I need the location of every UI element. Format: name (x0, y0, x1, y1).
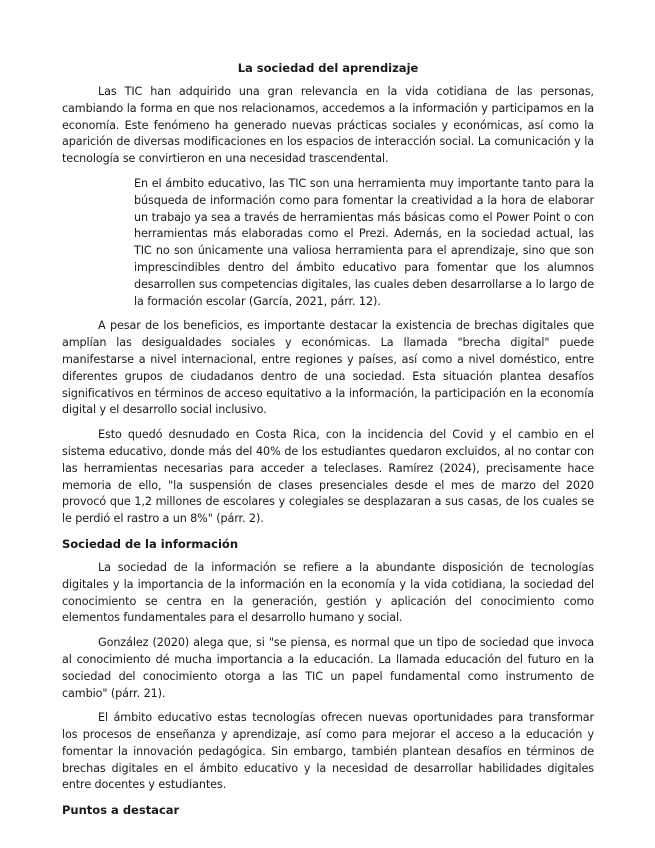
page-title: La sociedad del aprendizaje (237, 61, 419, 75)
paragraph-digital-divide: A pesar de los beneficios, es importante destacar la existencia de brechas digitales que amplían las desigualdades sociales y económicas. La llamada "brecha digital" puede manifestarse a nivel internacional, entre regiones y países, así como a nivel doméstico, entre diferentes grupos de ciudadanos dentro de una sociedad. Esta situación plantea desafíos significativos en términos de acceso equitativo a la información, la participación en la economía digital y el desarrollo social inclusivo. (62, 319, 594, 417)
paragraph-intro: Las TIC han adquirido una gran relevancia en la vida cotidiana de las personas, cambiando la forma en que nos relacionamos, accedemos a la información y participamos en la economía. Este fenómeno ha generado nuevas prácticas sociales y económicas, así como la aparición de diversas modificaciones en los espacios de interacción social. La comunicación y la tecnología se convirtieron en una necesidad trascendental. (62, 85, 594, 166)
section-heading-key-points: Puntos a destacar (62, 803, 180, 818)
paragraph-gonzalez: González (2020) alega que, si "se piensa, es normal que un tipo de sociedad que invoca al conocimiento dé mucha importancia a la educación. La llamada educación del futuro en la sociedad del conocimiento otorga a las TIC un papel fundamental como instrumento de cambio" (párr. 21). (62, 636, 594, 700)
paragraph-educational-scope: El ámbito educativo estas tecnologías ofrecen nuevas oportunidades para transformar los procesos de enseñanza y aprendizaje, así como para mejorar el acceso a la educación y fomentar la innovación pedagógica. Sin embargo, también plantean desafíos en términos de brechas digitales en el ámbito educativo y la necesidad de desarrollar habilidades digitales entre docentes y estudiantes. (62, 711, 594, 792)
block-quote: En el ámbito educativo, las TIC son una herramienta muy importante tanto para la búsqueda de información como para fomentar la creatividad a la hora de elaborar un trabajo ya sea a través de herramientas más básicas como el Power Point o con herramientas más elaboradas como el Prezi. Además, en la sociedad actual, las TIC no son únicamente una valiosa herramienta para el aprendizaje, sino que son imprescindibles dentro del ámbito educativo para fomentar que los alumnos desarrollen sus competencias digitales, las cuales deben desarrollarse a lo largo de la formación escolar (García, 2021, párr. 12). (134, 176, 594, 308)
section-heading-information-society: Sociedad de la información (62, 536, 239, 551)
paragraph-information-society: La sociedad de la información se refiere a la abundante disposición de tecnologías digitales y la importancia de la información en la economía y la vida cotidiana, la sociedad del conocimiento se centra en la generación, gestión y aplicación del conocimiento como elementos fundamentales para el desarrollo humano y social. (62, 560, 594, 625)
paragraph-costa-rica: Esto quedó desnudado en Costa Rica, con la incidencia del Covid y el cambio en el sistema educativo, donde más del 40% de los estudiantes quedaron excluidos, al no contar con las herramientas necesarias para acceder a teleclases. Ramírez (2024), precisamente hace memoria de ello, "la suspensión de clases presenciales desde el mes de marzo del 2020 provocó que 1,2 millones de escolares y colegiales se desplazaran a sus casas, de los cuales se le perdió el rastro a un 8%" (párr. 2). (62, 428, 594, 526)
